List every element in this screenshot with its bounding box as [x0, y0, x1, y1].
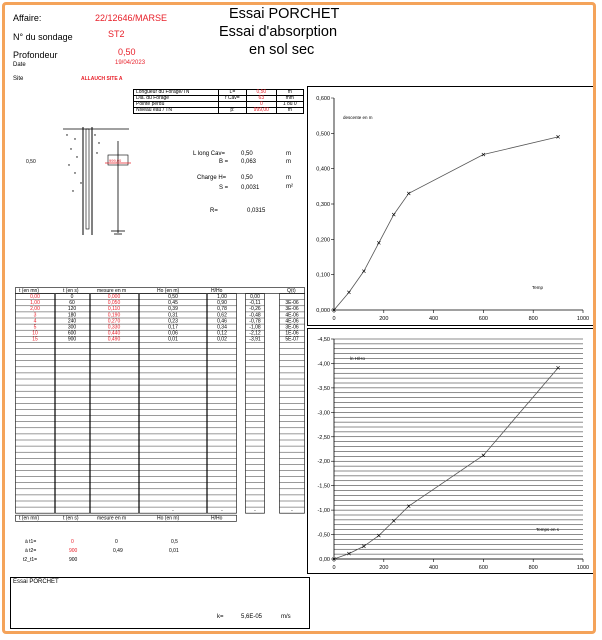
profondeur-value: 0,50 [118, 47, 136, 57]
param-value: 999,00 [247, 108, 276, 114]
data-point [392, 213, 395, 216]
table-header-cell: Q(t) [287, 287, 296, 294]
table-cell-tmn: 2,00 [30, 306, 40, 313]
measurements-table [15, 287, 305, 547]
calc-b-unit: m [286, 159, 291, 165]
dash-cell: - [221, 507, 223, 514]
calc-r-label: R= [210, 208, 218, 214]
parameters-table [133, 89, 304, 114]
calc-h-label: Charge H= [197, 175, 227, 181]
table-cell-tmn: 0,00 [30, 294, 40, 300]
title-line-1: Essai PORCHET [229, 6, 340, 22]
data-point [362, 270, 365, 273]
y-tick-label: 0,00 [319, 557, 330, 563]
table-cell-tmn: 15 [32, 336, 38, 343]
table-header-cell: Ho (en m) [157, 287, 180, 294]
affaire-value: 22/12646/MARSE [95, 13, 168, 23]
table-cell-ts: 120 [67, 306, 77, 313]
dash-cell: - [172, 507, 174, 514]
y-tick-label: -2,50 [317, 434, 330, 441]
diagram-water-level: 999,00 [109, 158, 122, 163]
y-tick-label: 0,500 [316, 131, 330, 138]
affaire-label: Affaire: [13, 13, 42, 23]
x-annotation: Temps en s [536, 527, 560, 532]
param-unit: m [276, 90, 303, 96]
calc-s-label: S = [219, 185, 229, 191]
param-unit: mm [276, 96, 303, 102]
title-line-3: en sol sec [249, 42, 315, 58]
date-value: 19/04/2023 [115, 60, 146, 66]
table-cell-hho: 0,12 [217, 330, 227, 337]
k-value: 5,6E-05 [241, 614, 263, 620]
table-cell-ts: 180 [67, 312, 77, 319]
y-annotation: ln H/Ho [350, 356, 366, 361]
param-label: Niveau eau / TN [134, 108, 219, 114]
k-label: k= [217, 614, 224, 620]
param-symbol: p: [218, 108, 246, 114]
bottom-header-cell: Ho (en m) [157, 515, 180, 522]
calc-s-value: 0,0031 [241, 185, 260, 191]
t2-t1-value: 900 [69, 557, 78, 563]
table-cell-mes: 0,050 [107, 300, 121, 307]
a-t2-label: à t2= [25, 548, 37, 554]
calc-l-unit: m [286, 151, 291, 157]
date-label: Date [13, 62, 26, 68]
data-point [407, 192, 410, 195]
data-point [362, 545, 365, 548]
y-tick-label: -3,00 [317, 410, 330, 417]
y-tick-label: -1,00 [317, 508, 330, 515]
table-cell-q: 4E-06 [285, 318, 299, 325]
param-symbol: L= [218, 90, 246, 96]
calc-s-unit: m² [286, 184, 293, 190]
y-tick-label: 0,300 [316, 202, 330, 208]
table-cell-mes: 0,330 [107, 324, 121, 331]
calc-h-value: 0,50 [241, 175, 253, 181]
table-cell-ho: 0,50 [168, 294, 178, 300]
param-value: 0,50 [247, 90, 276, 96]
table-cell-ho: 0,17 [168, 324, 178, 331]
table-header-cell: H/Ho [211, 287, 223, 294]
footer-label: Essai PORCHET [13, 579, 59, 585]
a-t2-mes: 0,49 [113, 548, 123, 554]
x-tick-label: 0 [332, 316, 336, 322]
table-cell-hho: 0,78 [217, 306, 227, 313]
series-line [334, 368, 558, 559]
y-tick-label: -3,50 [317, 385, 330, 392]
y-tick-label: 0,400 [316, 166, 330, 173]
param-unit: 1 ou 0 [276, 102, 303, 108]
table-cell-ho: 0,06 [168, 330, 178, 337]
calc-r-value: 0,0315 [247, 208, 266, 214]
param-value: 63 [247, 96, 276, 102]
bottom-header-cell: t (en s) [63, 515, 79, 522]
table-cell-q: 3E-06 [285, 306, 299, 313]
x-tick-label: 600 [478, 316, 488, 322]
a-t2-mn: 900 [69, 548, 78, 554]
x-tick-label: 800 [528, 565, 538, 571]
table-cell-tmn: 4 [33, 318, 37, 325]
table-cell-ts: 240 [67, 318, 77, 325]
x-tick-label: 200 [379, 565, 389, 571]
report-sheet [2, 2, 596, 634]
param-unit: m [276, 108, 303, 114]
table-cell-ts: 900 [67, 336, 77, 343]
x-tick-label: 600 [478, 565, 488, 571]
y-tick-label: -1,50 [317, 483, 330, 490]
y-tick-label: -4,00 [317, 361, 330, 368]
table-cell-hho: 0,34 [217, 324, 227, 331]
a-t1-label: à t1= [25, 539, 37, 545]
sondage-value: ST2 [108, 29, 125, 39]
table-cell-ts: 0 [70, 294, 74, 300]
data-point [347, 291, 350, 294]
table-cell-ts: 600 [67, 330, 77, 337]
y-tick-label: 0,200 [316, 237, 330, 244]
site-value: ALLAUCH SITE A [81, 76, 123, 82]
table-cell-ho: 0,31 [168, 312, 178, 319]
param-label: Longueur du Forage/TN [134, 90, 219, 96]
a-t1-mn: 0 [71, 539, 74, 545]
data-point [557, 366, 560, 369]
table-cell-ln: -2,12 [249, 330, 261, 337]
x-tick-label: 1000 [576, 316, 590, 322]
table-cell-ho: 0,45 [168, 300, 178, 307]
table-cell-ln: -0,78 [249, 318, 261, 325]
table-cell-mes: 0,190 [107, 312, 121, 319]
site-label: Site [13, 76, 24, 82]
table-cell-ln: -0,48 [249, 312, 261, 319]
table-cell-ts: 300 [67, 324, 77, 331]
ln-ratio-chart [308, 329, 594, 573]
profondeur-label: Profondeur [13, 50, 58, 60]
x-tick-label: 400 [429, 316, 439, 322]
table-cell-tmn: 1,00 [30, 300, 40, 307]
x-tick-label: 1000 [576, 565, 590, 571]
title-line-2: Essai d'absorption [219, 24, 338, 40]
y-tick-label: -4,50 [317, 337, 330, 343]
table-cell-ho: 0,39 [168, 306, 178, 313]
table-header-cell: t (en mn) [19, 287, 40, 294]
diagram-left-level: 0,50 [26, 159, 36, 165]
table-cell-q: 4E-06 [285, 312, 299, 319]
y-tick-label: 0,600 [316, 96, 330, 102]
table-cell-tmn: 5 [33, 324, 37, 331]
dash-cell: - [254, 507, 256, 514]
borehole-diagram [25, 123, 135, 243]
param-row [134, 108, 304, 114]
table-cell-q: 1E-06 [285, 330, 299, 337]
table-cell-q: 5E-07 [285, 336, 299, 343]
table-cell-q: 3E-06 [285, 300, 299, 307]
k-unit: m/s [281, 614, 291, 620]
table-cell-ln: -0,26 [249, 306, 261, 313]
x-annotation: Temp [532, 285, 544, 290]
table-cell-ho: 0,23 [168, 318, 178, 325]
table-header-cell: mesure en m [97, 287, 127, 294]
calc-b-value: 0,063 [241, 159, 257, 165]
table-cell-mes: 0,490 [107, 336, 121, 343]
x-tick-label: 800 [528, 316, 538, 322]
y-tick-label: -2,00 [317, 459, 330, 466]
descent-chart [308, 87, 594, 325]
a-t1-ho: 0,5 [171, 539, 178, 545]
table-cell-hho: 0,62 [217, 312, 227, 319]
bottom-header-cell: mesure en m [97, 515, 127, 522]
table-cell-ln: -3,91 [249, 336, 261, 343]
table-cell-q: 3E-06 [285, 324, 299, 331]
table-cell-tmn: 3 [33, 312, 37, 319]
table-cell-tmn: 10 [32, 330, 38, 337]
bottom-header-cell: H/Ho [211, 515, 223, 522]
table-cell-ln: -0,11 [249, 300, 261, 307]
sondage-label: N° du sondage [13, 32, 73, 42]
table-cell-mes: 0,000 [107, 294, 121, 300]
a-t2-ho: 0,01 [169, 548, 179, 554]
calc-b-label: B = [219, 159, 229, 165]
table-cell-hho: 1,00 [217, 294, 227, 300]
bottom-header-cell: t (en mn) [19, 515, 40, 522]
x-tick-label: 0 [332, 565, 336, 571]
y-annotation: descente en m [343, 115, 373, 120]
param-label: Pointe perdu [134, 102, 219, 108]
table-cell-mes: 0,440 [107, 330, 121, 337]
x-tick-label: 400 [429, 565, 439, 571]
calc-l-value: 0,50 [241, 151, 253, 157]
x-tick-label: 200 [379, 316, 389, 322]
table-header-cell: t (en s) [63, 287, 79, 294]
data-point [377, 241, 380, 244]
table-cell-hho: 0,02 [217, 336, 227, 343]
table-cell-ln: -1,08 [249, 324, 261, 331]
t2-t1-label: t2_t1= [23, 557, 38, 563]
param-label: Dia. du Forage [134, 96, 219, 102]
table-cell-hho: 0,46 [217, 318, 227, 325]
param-symbol: f Cav= [218, 96, 246, 102]
y-tick-label: 0,100 [316, 272, 330, 279]
y-tick-label: 0,000 [316, 308, 330, 314]
table-cell-hho: 0,90 [217, 300, 227, 307]
a-t1-s: 0 [115, 539, 118, 545]
calc-l-label: L long Cav= [193, 151, 225, 157]
table-cell-ho: 0,01 [168, 336, 178, 343]
table-cell-ts: 60 [69, 300, 75, 307]
table-cell-mes: 0,110 [107, 306, 121, 313]
y-tick-label: -0,50 [317, 532, 330, 539]
table-cell-ln: 0,00 [250, 294, 260, 300]
series-line [334, 137, 558, 310]
param-value: 0 [247, 102, 276, 108]
calc-h-unit: m [286, 175, 291, 181]
dash-cell: - [291, 507, 293, 514]
table-cell-mes: 0,270 [107, 318, 121, 325]
